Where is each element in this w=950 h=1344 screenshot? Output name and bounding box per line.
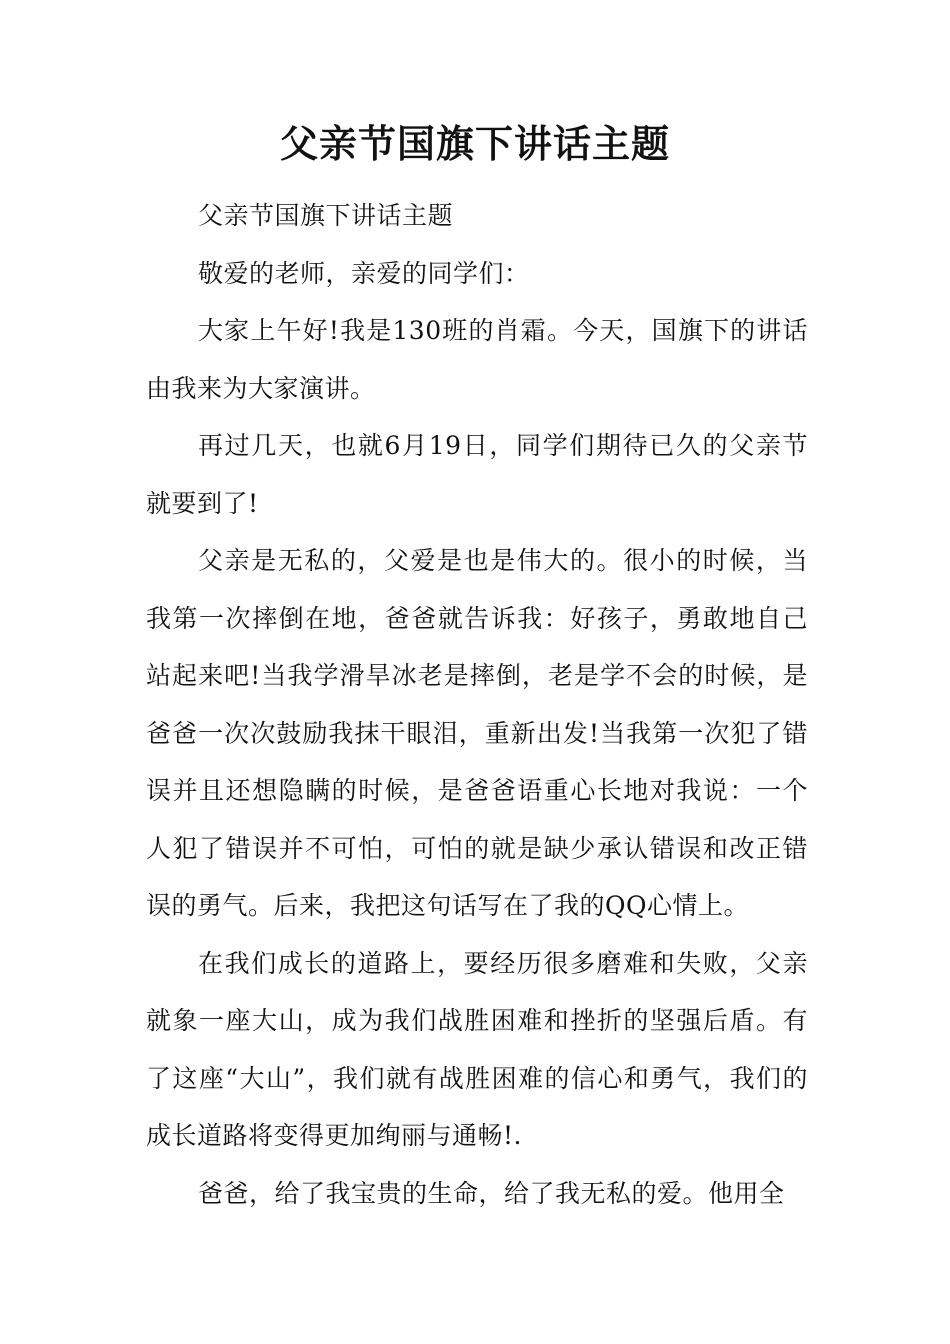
closing-paragraph: 爸爸，给了我宝贵的生命，给了我无私的爱。他用全 [198,1178,785,1208]
fathers-day-paragraph: 再过几天，也就6月19日，同学们期待已久的父亲节就要到了! [146,431,808,518]
memory-paragraph: 父亲是无私的，父爱是也是伟大的。很小的时候，当我第一次摔倒在地，爸爸就告诉我：好孩子，勇敢地自己站起来吧!当我学滑旱冰老是摔倒，老是学不会的时候，是爸爸一次次鼓励我抹干眼泪，重新出发!当我第一次犯了错误并且还想隐瞒的时候，是爸爸语重心长地对我说：一个人犯了错误并不可怕，可怕的就是缺少承认错误和改正错误的勇气。后来，我把这句话写在了我的QQ心情上。 [146,546,808,920]
document-title: 父亲节国旗下讲话主题 [279,122,670,166]
document-body [146,187,808,1222]
intro-paragraph: 大家上午好!我是130班的肖霜。今天，国旗下的讲话由我来为大家演讲。 [146,316,808,403]
greeting-paragraph: 敬爱的老师，亲爱的同学们： [198,258,530,288]
mountain-paragraph: 在我们成长的道路上，要经历很多磨难和失败，父亲就象一座大山，成为我们战胜困难和挫折的坚强后盾。有了这座“大山”，我们就有战胜困难的信心和勇气，我们的成长道路将变得更加绚丽与通畅!. [146,948,808,1150]
subtitle-paragraph: 父亲节国旗下讲话主题 [198,201,454,230]
